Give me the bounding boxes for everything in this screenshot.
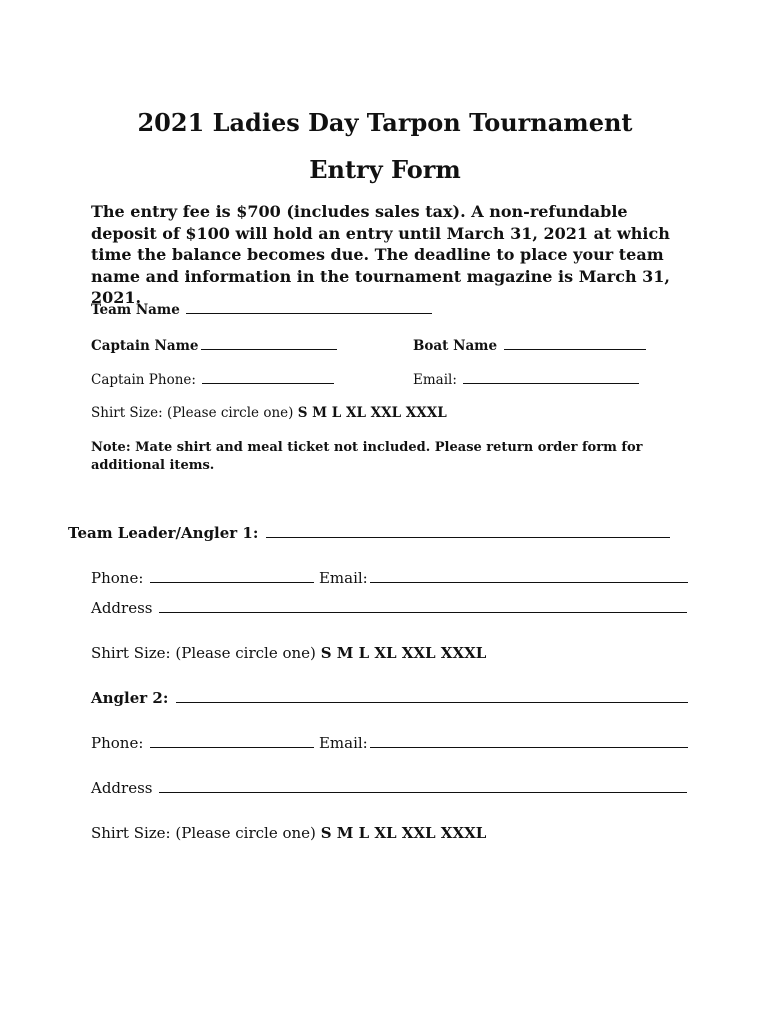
angler1-contact-row <box>91 569 688 587</box>
intro-paragraph: The entry fee is $700 (includes sales tax). A non-refundable deposit of $100 will hold an entry until March 31, 2021 at which time the balance becomes due. The deadline to place your team name and information in the tournament magazine is March 31, 2021. <box>91 202 670 307</box>
angler1-shirt-label: Shirt Size: (Please circle one) <box>91 644 316 662</box>
captain-email-row <box>413 371 639 388</box>
captain-name-label: Captain Name <box>91 338 199 354</box>
captain-email-label: Email: <box>413 372 457 388</box>
captain-phone-row <box>91 371 334 388</box>
team-shirt-row <box>91 405 447 421</box>
angler1-phone-field[interactable] <box>150 570 314 583</box>
form-subtitle: Entry Form <box>309 155 461 184</box>
boat-name-field[interactable] <box>504 337 646 350</box>
team-note: Note: Mate shirt and meal ticket not included. Please return order form for additional items. <box>91 440 643 473</box>
angler1-email-label: Email: <box>318 569 368 587</box>
angler1-phone-label: Phone: <box>91 569 144 587</box>
team-name-field[interactable] <box>186 301 432 314</box>
angler2-shirt-row <box>91 824 486 842</box>
angler2-shirt-sizes[interactable]: S M L XL XXL XXXL <box>320 824 487 842</box>
angler2-shirt-label: Shirt Size: (Please circle one) <box>91 824 316 842</box>
angler1-address-field[interactable] <box>159 600 687 613</box>
captain-phone-label: Captain Phone: <box>91 372 196 388</box>
angler2-phone-field[interactable] <box>150 735 314 748</box>
team-shirt-label: Shirt Size: (Please circle one) <box>91 405 294 421</box>
angler2-row <box>91 689 688 707</box>
angler2-phone-label: Phone: <box>91 734 144 752</box>
angler2-address-label: Address <box>91 779 153 797</box>
angler1-row <box>68 524 670 542</box>
angler2-address-row <box>91 779 687 797</box>
angler2-address-field[interactable] <box>159 780 687 793</box>
captain-phone-field[interactable] <box>202 371 334 384</box>
angler1-email-field[interactable] <box>370 570 688 583</box>
angler1-address-label: Address <box>91 599 153 617</box>
angler2-email-label: Email: <box>318 734 368 752</box>
angler2-email-field[interactable] <box>370 735 688 748</box>
boat-name-row <box>413 337 646 354</box>
captain-email-field[interactable] <box>463 371 639 384</box>
angler1-label: Team Leader/Angler 1: <box>68 524 259 542</box>
team-name-label: Team Name <box>91 302 180 318</box>
angler1-name-field[interactable] <box>266 525 670 538</box>
form-title: 2021 Ladies Day Tarpon Tournament <box>137 108 633 137</box>
angler1-shirt-row <box>91 644 486 662</box>
boat-name-label: Boat Name <box>413 338 498 354</box>
team-name-row <box>91 301 432 318</box>
angler1-shirt-sizes[interactable]: S M L XL XXL XXXL <box>320 644 487 662</box>
angler2-contact-row <box>91 734 688 752</box>
captain-name-row <box>91 337 337 354</box>
team-shirt-sizes[interactable]: S M L XL XXL XXXL <box>297 405 447 421</box>
captain-name-field[interactable] <box>201 337 337 350</box>
angler1-address-row <box>91 599 687 617</box>
angler2-name-field[interactable] <box>176 690 688 703</box>
angler2-label: Angler 2: <box>91 689 169 707</box>
